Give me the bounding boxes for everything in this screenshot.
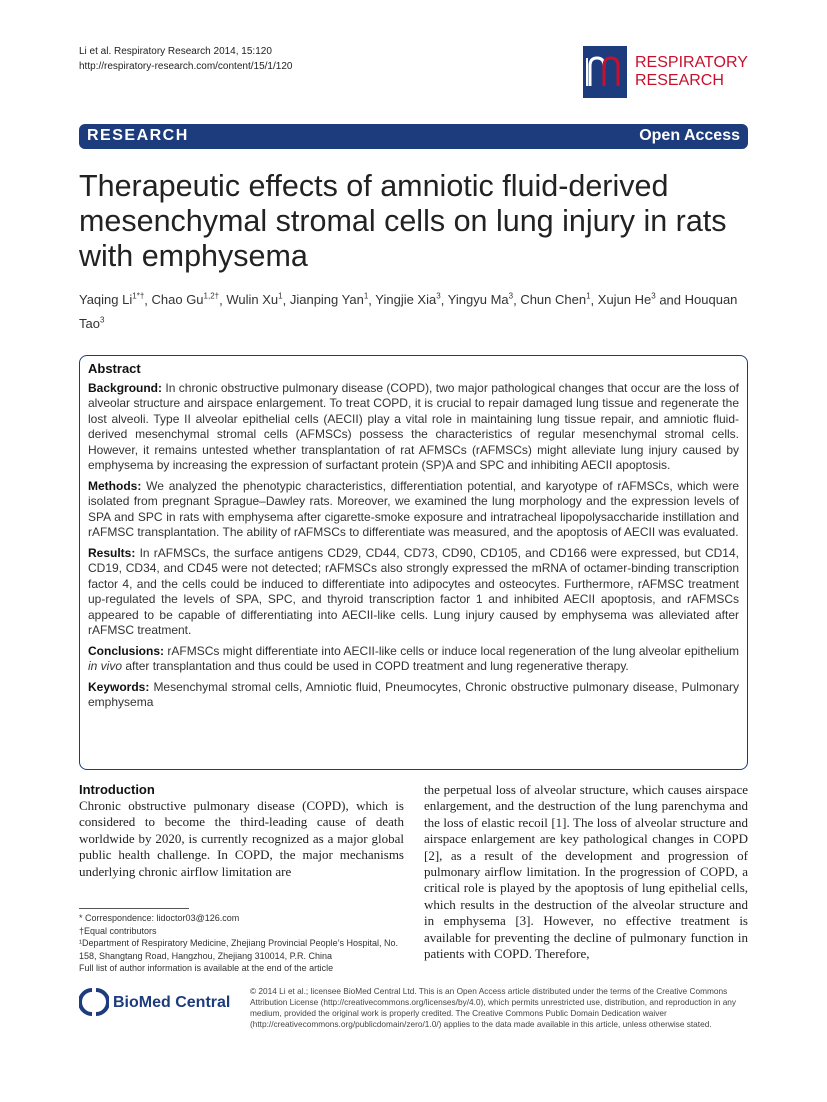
journal-logo-icon [583, 46, 627, 98]
author-name: Jianping Yan$^1$ [289, 292, 369, 308]
abstract-background: Background: In chronic obstructive pulmonary disease (COPD), two major pathological changes that occur are the loss of alveolar structure and airspace enlargement. To treat COPD, it is crucial to repair damaged lung tissue and regenerate the lost alveoli. Type II alveolar epithelial cells (AECII) play a vital role in maintaining lung tissue repair, and amniotic fluid-derived mesenchymal stromal cells (AFMSCs) possess the characteristics of regular mesenchymal stromal cells. However, it remains untested whether transplantation of rat AFMSCs (rAFMSCs) might alleviate lung injury caused by emphysema by increasing the expression of surfactant protein (SP)A and SPC and inhibiting AECII apoptosis. [88, 380, 739, 472]
article-type: RESEARCH [87, 127, 189, 144]
equal-contributors-note: †Equal contributors [79, 925, 157, 936]
citation-journal: Li et al. Respiratory Research 2014, 15:120 [79, 46, 272, 57]
affiliation-note: ¹Department of Respiratory Medicine, Zhejiang Provincial People’s Hospital, No. 158, Shangtang Road, Hangzhou, Zhejiang 310014, P.R. China [79, 938, 398, 961]
journal-logo-text: RESPIRATORY RESEARCH [635, 54, 748, 89]
abstract-heading: Abstract [88, 361, 141, 376]
body-column-left [79, 782, 404, 880]
introduction-heading: Introduction [79, 782, 155, 797]
author-conjunction: and [655, 292, 685, 308]
body-column-right [424, 782, 748, 962]
author-list: Yaqing $Li^{1*\dagger}$, Chao $Gu^{1,2\dagger}$, Wulin Xu$^1$, Jianping Yan$^1$, Yingjie Xia$^3$, Yingyu Ma$^3$, Chun Chen$^1$, Xujun He$^3$ and Houquan Tao$^3$ [79, 292, 738, 331]
author-affiliation-marker: 1*† [132, 292, 145, 301]
author-affiliation-marker: 3 [99, 315, 105, 325]
author-name: Xujun He$^3$ [597, 292, 656, 308]
author-name: Yaqing $Li^{1*\dagger}$ [79, 292, 145, 308]
abstract-box [79, 355, 748, 770]
citation-url[interactable]: http://respiratory-research.com/content/15/1/120 [79, 61, 293, 72]
footnotes [79, 912, 409, 975]
article-type-banner [79, 124, 748, 149]
author-affiliation-marker: 3 [508, 292, 514, 301]
biomed-central-icon [79, 987, 109, 1017]
footnote-divider [79, 908, 189, 909]
author-affiliation-marker: 3 [436, 292, 441, 301]
author-affiliation-marker: 1,2† [203, 292, 220, 301]
publisher-name: BioMed Central [113, 994, 231, 1011]
abstract-keywords: Keywords: Mesenchymal stromal cells, Amniotic fluid, Pneumocytes, Chronic obstructive pulmonary disease, Pulmonary emphysema [88, 679, 739, 709]
author-name: Chun Chen$^1$ [520, 292, 591, 308]
author-name: Yingjie Xia$^3$ [375, 292, 441, 308]
author-affiliation-marker: 1 [278, 292, 283, 301]
introduction-continued: the perpetual loss of alveolar structure, which causes airspace enlargement, and the destruction of the lung parenchyma and the loss of elastic recoil [1]. The loss of alveolar structure and airspace enlargement are key pathological changes in COPD [2], as a result of the development and progression of pulmonary airflow limitation. In the progression of COPD, a critical role is played by the apoptosis of lung epithelial cells, which results in the destruction of the alveolar structure and in emphysema [3]. However, no effective treatment is available for preventing the decline of pulmonary function in patients with COPD. Therefore, [424, 782, 748, 962]
introduction-paragraph: Chronic obstructive pulmonary disease (COPD), which is considered to become the third-leading cause of death worldwide by 2020, is currently recognized as a major global public health challenge. In COPD, the major mechanisms underlying chronic airflow limitation are [79, 798, 404, 879]
article-title: Therapeutic effects of amniotic fluid-derived mesenchymal stromal cells on lung injury in rats with emphysema [79, 169, 727, 273]
author-affiliation-marker: 1 [586, 292, 591, 301]
author-name: Wulin Xu$^1$ [226, 292, 283, 308]
abstract-conclusions: Conclusions: rAFMSCs might differentiate into AECII-like cells or induce local regeneration of the lung alveolar epithelium in vivo after transplantation and thus could be used in COPD treatment and lung regenerative therapy. [88, 643, 740, 673]
open-access-label: Open Access [639, 127, 740, 144]
author-affiliation-marker: 1 [363, 292, 369, 301]
author-name: Chao $Gu^{1,2\dagger}$ [151, 292, 220, 308]
publisher-logo [79, 987, 239, 1021]
correspondence-note[interactable]: * Correspondence: lidoctor03@126.com [79, 913, 240, 923]
author-name: Houquan Tao$^3$ [79, 292, 738, 331]
abstract-methods: Methods: We analyzed the phenotypic characteristics, differentiation potential, and karyotype of rAFMSCs, which were isolated from pregnant Sprague–Dawley rats. Moreover, we examined the lung morphology and the expression levels of SPA and SPC in rats with emphysema after cigarette-smoke exposure and intratracheal lipopolysaccharide instillation and rAFMSC transplantation. The ability of rAFMSCs to differentiate was measured, and the apoptosis of AECII was evaluated. [88, 478, 739, 539]
journal-logo [583, 46, 753, 98]
abstract-results: Results: In rAFMSCs, the surface antigens CD29, CD44, CD73, CD90, CD105, and CD166 were expressed, but CD14, CD19, CD34, and CD45 were not detected; rAFMSCs also strongly expressed the mRNA of octamer-binding transcription factor 4, and the cells could be induced to differentiate into adipocytes and osteocytes. Furthermore, rAFMSC treatment up-regulated the levels of SPA, SPC, and thyroid transcription factor 1 and inhibited AECII apoptosis, and rAFMSCs appeared to be capable of differentiating into AECII-like cells. Lung injury caused by emphysema was alleviated after rAFMSC treatment. [88, 545, 739, 637]
citation [79, 44, 292, 74]
license-text: © 2014 Li et al.; licensee BioMed Central Ltd. This is an Open Access article distributed under the terms of the Creative Commons Attribution License (http://creativecommons.org/licenses/by/4.0), which permits unrestricted use, distribution, and reproduction in any medium, provided the original work is properly credited. The Creative Commons Public Domain Dedication waiver (http://creativecommons.org/publicdomain/zero/1.0/) applies to the data made available in this article, unless otherwise stated. [250, 986, 737, 1029]
author-affiliation-marker: 3 [651, 292, 656, 301]
author-info-note: Full list of author information is available at the end of the article [79, 963, 334, 973]
author-name: Yingyu Ma$^3$ [447, 292, 514, 308]
